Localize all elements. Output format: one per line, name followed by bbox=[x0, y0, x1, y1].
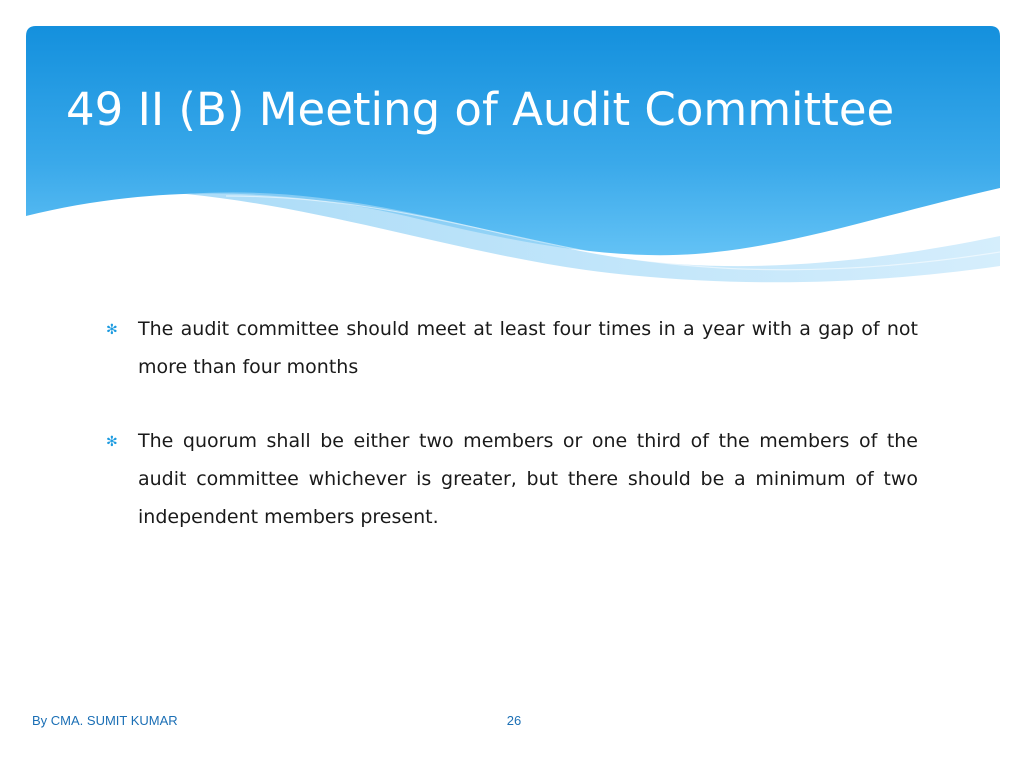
bullet-list bbox=[106, 310, 918, 572]
title-banner bbox=[26, 26, 1000, 296]
asterisk-bullet-icon: ✻ bbox=[106, 322, 118, 338]
page-number: 26 bbox=[506, 713, 522, 728]
footer-author: By CMA. SUMIT KUMAR bbox=[32, 713, 178, 728]
slide-title: 49 II (B) Meeting of Audit Committee bbox=[66, 83, 895, 136]
wave-banner-graphic bbox=[26, 26, 1000, 296]
bullet-text: The quorum shall be either two members or one third of the members of the audit committee whichever is greater, but there should be a minimum of two independent members present. bbox=[138, 430, 918, 528]
bullet-item bbox=[106, 422, 918, 536]
bullet-text: The audit committee should meet at least four times in a year with a gap of not more than four months bbox=[138, 318, 918, 378]
asterisk-bullet-icon: ✻ bbox=[106, 434, 118, 450]
bullet-item bbox=[106, 310, 918, 386]
